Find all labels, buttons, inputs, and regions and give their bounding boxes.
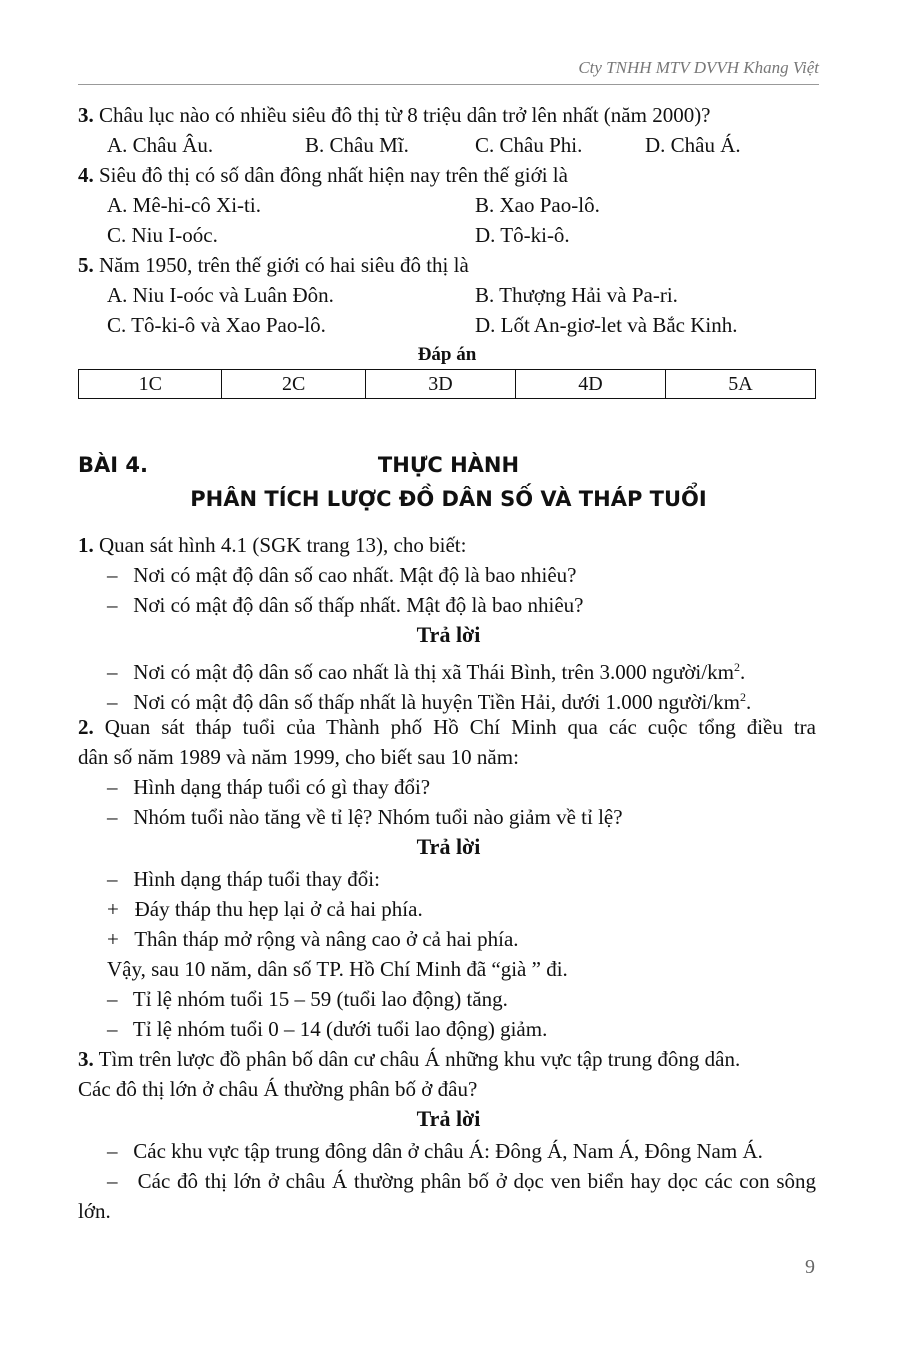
question-number: 2. <box>78 715 94 739</box>
answer-cell: 4D <box>515 370 665 399</box>
option-d: D. Lốt An-giơ-let và Bắc Kinh. <box>475 313 738 337</box>
superscript: 2 <box>733 660 740 674</box>
answer-text: Nơi có mật độ dân số cao nhất là thị xã Thái Bình, trên 3.000 người/km <box>133 660 734 684</box>
option-a: A. Châu Âu. <box>107 133 214 157</box>
question-text: Quan sát tháp tuổi của Thành phố Hồ Chí Minh qua các cuộc tổng điều tra <box>104 715 816 739</box>
answer-text: Các đô thị lớn ở châu Á thường phân bố ở dọc ven biển hay dọc các con sông lớn. <box>78 1169 816 1223</box>
option-b: B. Xao Pao-lô. <box>475 193 600 217</box>
answer-text: Hình dạng tháp tuổi thay đổi: <box>133 867 380 891</box>
answer-cell: 3D <box>365 370 515 399</box>
question-text: Quan sát hình 4.1 (SGK trang 13), cho biết: <box>99 533 467 557</box>
page-number: 9 <box>805 1256 815 1278</box>
answer-item: – Tỉ lệ nhóm tuổi 15 – 59 (tuổi lao động) tăng. <box>107 987 508 1011</box>
answer-text: Tỉ lệ nhóm tuổi 0 – 14 (dưới tuổi lao động) giảm. <box>132 1017 548 1041</box>
question-2-line2: dân số năm 1989 và năm 1999, cho biết sau 10 năm: <box>78 745 519 769</box>
option-d: D. Tô-ki-ô. <box>475 223 570 247</box>
item-text: Nơi có mật độ dân số cao nhất. Mật độ là bao nhiêu? <box>133 563 577 587</box>
question-number: 3. <box>78 103 94 127</box>
option-b: B. Thượng Hải và Pa-ri. <box>475 283 678 307</box>
question-3-line2: Các đô thị lớn ở châu Á thường phân bố ở đâu? <box>78 1077 478 1101</box>
publisher-header: Cty TNHH MTV DVVH Khang Việt <box>578 58 819 77</box>
question-number: 4. <box>78 163 94 187</box>
answer-item: – Nơi có mật độ dân số thấp nhất là huyện Tiền Hải, dưới 1.000 người/$km^2$. <box>107 690 752 714</box>
question-text: Châu lục nào có nhiều siêu đô thị từ 8 triệu dân trở lên nhất (năm 2000)? <box>99 103 711 127</box>
list-item: – Nơi có mật độ dân số cao nhất. Mật độ là bao nhiêu? <box>107 563 577 587</box>
answer-cell: 5A <box>665 370 815 399</box>
answer-text: Thân tháp mở rộng và nâng cao ở cả hai phía. <box>134 927 519 951</box>
question-3-prev <box>78 100 711 130</box>
option-b: B. Châu Mĩ. <box>305 133 409 157</box>
superscript: 2 <box>739 690 746 704</box>
option-c: C. Tô-ki-ô và Xao Pao-lô. <box>107 313 326 337</box>
question-text: Siêu đô thị có số dân đông nhất hiện nay trên thế giới là <box>99 163 568 187</box>
option-a: A. Niu I-oóc và Luân Đôn. <box>107 283 334 307</box>
question-number: 3. <box>78 1047 94 1071</box>
answer-heading: Trả lời <box>416 622 481 647</box>
answer-heading: Trả lời <box>416 834 481 859</box>
question-number: 5. <box>78 253 94 277</box>
punctuation: . <box>745 690 752 714</box>
answer-item: – Hình dạng tháp tuổi thay đổi: <box>107 867 380 891</box>
option-d: D. Châu Á. <box>645 133 741 157</box>
header-rule <box>78 84 819 85</box>
item-text: Hình dạng tháp tuổi có gì thay đổi? <box>133 775 431 799</box>
list-item: – Hình dạng tháp tuổi có gì thay đổi? <box>107 775 431 799</box>
item-text: Nhóm tuổi nào tăng về tỉ lệ? Nhóm tuổi nào giảm về tỉ lệ? <box>133 805 623 829</box>
answer-cell: 1C <box>79 370 222 399</box>
question-text: Tìm trên lược đồ phân bố dân cư châu Á những khu vực tập trung đông dân. <box>98 1047 741 1071</box>
question-text: Năm 1950, trên thế giới có hai siêu đô thị là <box>99 253 469 277</box>
answer-heading: Trả lời <box>416 1106 481 1131</box>
question-5-prev <box>78 250 469 280</box>
lesson-label: BÀI 4. <box>78 453 148 477</box>
option-c: C. Châu Phi. <box>475 133 583 157</box>
question-2-line1 <box>78 712 816 742</box>
question-1 <box>78 530 466 560</box>
answer-conclusion: Vậy, sau 10 năm, dân số TP. Hồ Chí Minh đã “già ” đi. <box>107 957 568 981</box>
answer-text: Nơi có mật độ dân số thấp nhất là huyện Tiền Hải, dưới 1.000 người/km <box>133 690 740 714</box>
question-number: 1. <box>78 533 94 557</box>
answer-key-title: Đáp án <box>417 344 477 365</box>
answer-item: – Nơi có mật độ dân số cao nhất là thị xã Thái Bình, trên 3.000 người/$km^2$. <box>107 660 746 684</box>
answer-text: Các khu vực tập trung đông dân ở châu Á: Đông Á, Nam Á, Đông Nam Á. <box>133 1139 763 1163</box>
lesson-title-line2: PHÂN TÍCH LƯỢC ĐỒ DÂN SỐ VÀ THÁP TUỔI <box>190 487 707 511</box>
answer-item: – Các đô thị lớn ở châu Á thường phân bố ở dọc ven biển hay dọc các con sông lớn. <box>78 1169 816 1223</box>
answer-text: Đáy tháp thu hẹp lại ở cả hai phía. <box>134 897 423 921</box>
answer-cell: 2C <box>222 370 365 399</box>
table-row <box>79 370 816 399</box>
question-4-prev <box>78 160 568 190</box>
answer-item: – Tỉ lệ nhóm tuổi 0 – 14 (dưới tuổi lao động) giảm. <box>107 1017 548 1041</box>
item-text: Nơi có mật độ dân số thấp nhất. Mật độ là bao nhiêu? <box>133 593 584 617</box>
list-item: – Nơi có mật độ dân số thấp nhất. Mật độ là bao nhiêu? <box>107 593 584 617</box>
option-c: C. Niu I-oóc. <box>107 223 218 247</box>
punctuation: . <box>739 660 746 684</box>
lesson-title-line1: THỰC HÀNH <box>377 453 520 477</box>
answer-item: + Thân tháp mở rộng và nâng cao ở cả hai phía. <box>107 927 519 951</box>
list-item: – Nhóm tuổi nào tăng về tỉ lệ? Nhóm tuổi nào giảm về tỉ lệ? <box>107 805 623 829</box>
answer-item: + Đáy tháp thu hẹp lại ở cả hai phía. <box>107 897 423 921</box>
answer-text: Tỉ lệ nhóm tuổi 15 – 59 (tuổi lao động) tăng. <box>132 987 508 1011</box>
answer-item: – Các khu vực tập trung đông dân ở châu Á: Đông Á, Nam Á, Đông Nam Á. <box>107 1139 763 1163</box>
answer-key-table <box>78 369 816 399</box>
question-3-line1 <box>78 1044 740 1074</box>
option-a: A. Mê-hi-cô Xi-ti. <box>107 193 261 217</box>
